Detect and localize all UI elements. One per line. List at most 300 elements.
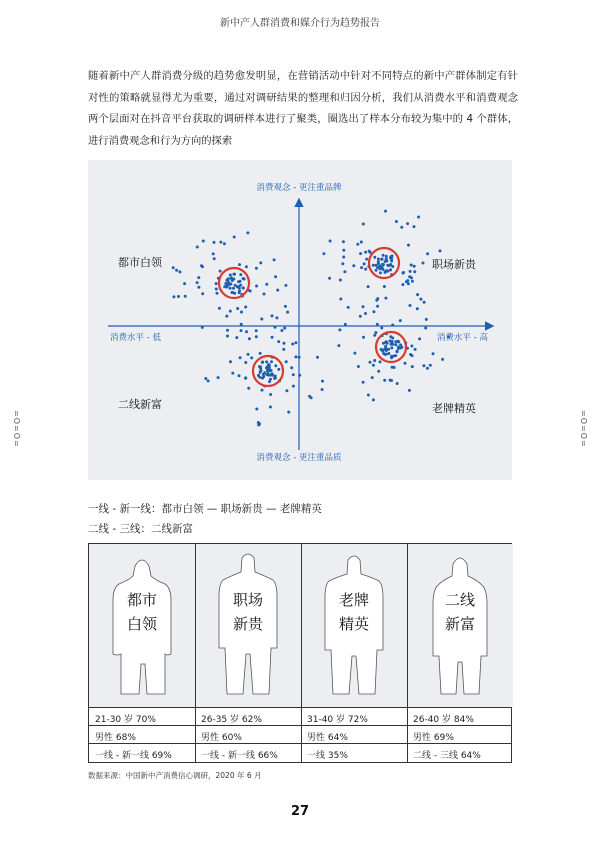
- scatter-point: [247, 387, 250, 390]
- scatter-point: [400, 226, 403, 229]
- scatter-point: [406, 279, 409, 282]
- scatter-point: [395, 220, 398, 223]
- scatter-point: [394, 343, 397, 346]
- persona-name: [89, 588, 195, 636]
- scatter-point: [283, 327, 286, 330]
- scatter-point: [377, 258, 380, 261]
- scatter-point: [399, 319, 402, 322]
- scatter-point: [407, 244, 410, 247]
- scatter-point: [298, 356, 301, 359]
- scatter-point: [231, 291, 234, 294]
- persona-table: [88, 543, 512, 763]
- scatter-point: [229, 274, 232, 277]
- table-divider: [195, 544, 196, 762]
- scatter-point: [236, 307, 239, 310]
- scatter-point: [376, 297, 379, 300]
- city-cell: 一线 35%: [307, 751, 348, 761]
- age-cell: 26-40 岁 84%: [413, 715, 474, 725]
- scatter-point: [229, 310, 232, 313]
- scatter-point: [232, 287, 235, 290]
- scatter-point: [291, 343, 294, 346]
- persona-name-line1: 职场: [232, 591, 263, 609]
- persona-name: [301, 588, 407, 636]
- scatter-point: [381, 266, 384, 269]
- persona-name-line2: 白领: [126, 615, 157, 633]
- scatter-point: [391, 324, 394, 327]
- scatter-point: [248, 337, 251, 340]
- scatter-point: [275, 316, 278, 319]
- scatter-point: [292, 373, 295, 376]
- scatter-point: [364, 312, 367, 315]
- scatter-point: [413, 225, 416, 228]
- cluster-label-top-left: 都市白领: [118, 256, 162, 269]
- scatter-point: [177, 295, 180, 298]
- scatter-point: [197, 286, 200, 289]
- scatter-point: [269, 374, 272, 377]
- persona-figure-area: [301, 544, 407, 707]
- scatter-point: [284, 284, 287, 287]
- scatter-point: [339, 298, 342, 301]
- scatter-point: [383, 379, 386, 382]
- scatter-point: [178, 270, 181, 273]
- scatter-point: [244, 377, 247, 380]
- scatter-point: [408, 389, 411, 392]
- scatter-point: [287, 411, 290, 414]
- left-margin-mark: =O=O=: [12, 410, 21, 448]
- city-cell: 二线 - 三线 64%: [413, 751, 481, 761]
- scatter-point: [410, 264, 413, 267]
- segment-line-tier2: 二线 - 三线：二线新富: [88, 523, 193, 535]
- scatter-point: [416, 293, 419, 296]
- scatter-point: [426, 367, 429, 370]
- scatter-point: [239, 356, 242, 359]
- scatter-point: [232, 273, 235, 276]
- scatter-point: [262, 375, 265, 378]
- scatter-point: [383, 285, 386, 288]
- axis-label-right: 消费水平 - 高: [437, 333, 488, 343]
- table-divider: [407, 544, 408, 762]
- scatter-point: [223, 242, 226, 245]
- axis-label-top: 消费观念 - 更注重品牌: [256, 183, 342, 193]
- scatter-point: [386, 270, 389, 273]
- gender-cell: 男性 69%: [413, 733, 454, 743]
- scatter-point: [391, 366, 394, 369]
- scatter-point: [259, 352, 262, 355]
- scatter-point: [255, 335, 258, 338]
- scatter-point: [359, 315, 362, 318]
- scatter-point: [387, 348, 390, 351]
- scatter-point: [225, 315, 228, 318]
- scatter-point: [226, 284, 229, 287]
- gender-cell: 男性 60%: [201, 733, 242, 743]
- scatter-point: [409, 353, 412, 356]
- scatter-point: [372, 398, 375, 401]
- scatter-point: [441, 358, 444, 361]
- scatter-point: [363, 262, 366, 265]
- page-number: 27: [290, 804, 310, 819]
- scatter-point: [390, 379, 393, 382]
- scatter-point: [244, 306, 247, 309]
- scatter-point: [236, 285, 239, 288]
- scatter-point: [184, 295, 187, 298]
- scatter-point: [226, 335, 229, 338]
- scatter-point: [391, 255, 394, 258]
- scatter-point: [410, 345, 413, 348]
- persona-name-line1: 老牌: [338, 591, 369, 609]
- gender-cell: 男性 64%: [307, 733, 348, 743]
- scatter-point: [416, 307, 419, 310]
- scatter-point: [277, 368, 280, 371]
- scatter-point: [282, 348, 285, 351]
- scatter-point: [352, 264, 355, 267]
- scatter-point: [290, 366, 293, 369]
- scatter-point: [294, 341, 297, 344]
- scatter-point: [285, 360, 288, 363]
- scatter-points: [172, 210, 450, 427]
- table-divider: [89, 725, 511, 726]
- scatter-point: [276, 289, 279, 292]
- scatter-point: [197, 276, 200, 279]
- axis-label-left: 消费水平 - 低: [110, 333, 161, 343]
- scatter-point: [246, 231, 249, 234]
- scatter-point: [231, 372, 234, 375]
- scatter-point: [207, 379, 210, 382]
- scatter-point: [341, 262, 344, 265]
- scatter-point: [268, 367, 271, 370]
- scatter-point: [422, 364, 425, 367]
- scatter-point: [396, 382, 399, 385]
- scatter-point: [201, 326, 204, 329]
- persona-name-line1: 都市: [126, 591, 157, 609]
- scatter-point: [271, 314, 274, 317]
- table-divider: [89, 707, 511, 708]
- scatter-point: [423, 301, 426, 304]
- scatter-point: [239, 273, 242, 276]
- cluster-label-top-right: 职场新贵: [432, 258, 476, 271]
- scatter-point: [240, 323, 243, 326]
- scatter-point: [391, 265, 394, 268]
- scatter-point: [204, 377, 207, 380]
- scatter-point: [202, 240, 205, 243]
- age-cell: 26-35 岁 62%: [201, 715, 262, 725]
- scatter-point: [183, 282, 186, 285]
- scatter-point: [257, 374, 260, 377]
- persona-name: [407, 588, 513, 636]
- scatter-point: [201, 292, 204, 295]
- cluster-chart-panel: [88, 160, 512, 480]
- scatter-point: [397, 340, 400, 343]
- scatter-point: [404, 362, 407, 365]
- scatter-point: [213, 257, 216, 260]
- persona-name-line1: 二线: [444, 591, 475, 609]
- scatter-point: [285, 389, 288, 392]
- scatter-point: [362, 381, 365, 384]
- scatter-point: [329, 240, 332, 243]
- scatter-point: [240, 329, 243, 332]
- scatter-point: [381, 263, 384, 266]
- scatter-point: [362, 223, 365, 226]
- scatter-point: [235, 336, 238, 339]
- scatter-point: [244, 361, 247, 364]
- scatter-point: [310, 396, 313, 399]
- scatter-point: [389, 269, 392, 272]
- scatter-point: [413, 270, 416, 273]
- scatter-point: [172, 266, 175, 269]
- scatter-point: [372, 364, 375, 367]
- scatter-point: [369, 361, 372, 364]
- scatter-point: [321, 380, 324, 383]
- scatter-point: [255, 267, 258, 270]
- scatter-point: [362, 305, 365, 308]
- scatter-point: [294, 355, 297, 358]
- scatter-point: [360, 266, 363, 269]
- scatter-point: [200, 264, 203, 267]
- scatter-point: [292, 385, 295, 388]
- scatter-point: [344, 323, 347, 326]
- scatter-point: [410, 276, 413, 279]
- intro-paragraph: 随着新中产人群消费分级的趋势愈发明显，在营销活动中针对不同特点的新中产群体制定有针对性的策略就显得尤为重要，通过对调研结果的整理和归因分析，我们从消费水平和消费观念两个层面对在抖音平台获取的调研样本进行了聚类，圈选出了样本分布较为集中的 4 个群体，进行消费观念和行为方向的探索: [88, 70, 518, 147]
- scatter-point: [249, 290, 252, 293]
- scatter-point: [273, 258, 276, 261]
- scatter-point: [219, 241, 222, 244]
- scatter-point: [283, 342, 286, 345]
- scatter-point: [387, 352, 390, 355]
- scatter-point: [261, 361, 264, 364]
- scatter-point: [274, 326, 277, 329]
- scatter-point: [245, 330, 248, 333]
- scatter-point: [375, 269, 378, 272]
- scatter-point: [229, 360, 232, 363]
- scatter-point: [316, 356, 319, 359]
- scatter-point: [213, 241, 216, 244]
- scatter-point: [419, 298, 422, 301]
- scatter-point: [365, 258, 368, 261]
- scatter-point: [260, 318, 263, 321]
- scatter-point: [439, 249, 442, 252]
- scatter-point: [373, 334, 376, 337]
- scatter-point: [411, 365, 414, 368]
- scatter-point: [273, 377, 276, 380]
- scatter-point: [219, 270, 222, 273]
- scatter-point: [414, 348, 417, 351]
- scatter-point: [385, 255, 388, 258]
- scatter-point: [229, 287, 232, 290]
- scatter-point: [372, 310, 375, 313]
- segment-line-tier1: 一线 - 新一线：都市白领 — 职场新贵 — 老牌精英: [88, 503, 322, 515]
- city-cell: 一线 - 新一线 66%: [201, 751, 278, 761]
- scatter-point: [402, 271, 405, 274]
- scatter-point: [424, 327, 427, 330]
- scatter-point: [286, 311, 289, 314]
- scatter-point: [218, 307, 221, 310]
- scatter-point: [425, 318, 428, 321]
- scatter-point: [247, 353, 250, 356]
- scatter-point: [232, 278, 235, 281]
- scatter-point: [255, 329, 258, 332]
- scatter-point: [409, 270, 412, 273]
- scatter-point: [227, 277, 230, 280]
- scatter-point: [238, 263, 241, 266]
- scatter-point: [371, 376, 374, 379]
- scatter-point: [337, 344, 340, 347]
- scatter-point: [328, 277, 331, 280]
- scatter-point: [271, 336, 274, 339]
- scatter-point: [380, 326, 383, 329]
- cluster-label-bottom-left: 二线新富: [118, 398, 162, 411]
- scatter-point: [259, 261, 262, 264]
- scatter-point: [233, 236, 236, 239]
- scatter-point: [384, 260, 387, 263]
- scatter-point: [322, 252, 325, 255]
- scatter-point: [362, 336, 365, 339]
- scatter-point: [372, 264, 375, 267]
- persona-name-line2: 精英: [338, 615, 369, 633]
- scatter-point: [269, 393, 272, 396]
- scatter-point: [387, 264, 390, 267]
- scatter-point: [375, 264, 378, 267]
- scatter-point: [382, 254, 385, 257]
- table-divider: [89, 743, 511, 744]
- scatter-point: [409, 304, 412, 307]
- axis-label-bottom: 消费观念 - 更注重品质: [256, 453, 342, 463]
- scatter-point: [364, 268, 367, 271]
- scatter-point: [391, 343, 394, 346]
- scatter-point: [356, 243, 359, 246]
- scatter-point: [284, 305, 287, 308]
- age-cell: 21-30 岁 70%: [95, 715, 156, 725]
- scatter-point: [374, 331, 377, 334]
- scatter-point: [406, 222, 409, 225]
- scatter-point: [385, 353, 388, 356]
- scatter-point: [390, 355, 393, 358]
- scatter-point: [353, 352, 356, 355]
- cluster-chart: [88, 160, 512, 480]
- scatter-point: [394, 340, 397, 343]
- scatter-point: [265, 283, 268, 286]
- scatter-point: [172, 295, 175, 298]
- scatter-point: [263, 371, 266, 374]
- scatter-point: [255, 408, 258, 411]
- scatter-point: [196, 246, 199, 249]
- scatter-point: [267, 363, 270, 366]
- scatter-point: [268, 380, 271, 383]
- scatter-point: [261, 389, 264, 392]
- scatter-point: [338, 328, 341, 331]
- scatter-point: [212, 252, 215, 255]
- scatter-point: [376, 305, 379, 308]
- scatter-point: [367, 394, 370, 397]
- scatter-point: [280, 329, 283, 332]
- scatter-point: [390, 346, 393, 349]
- scatter-point: [377, 260, 380, 263]
- scatter-point: [401, 283, 404, 286]
- persona-column: [407, 544, 513, 762]
- scatter-point: [373, 256, 376, 259]
- scatter-point: [357, 365, 360, 368]
- scatter-point: [270, 360, 273, 363]
- scatter-point: [265, 360, 268, 363]
- scatter-point: [373, 359, 376, 362]
- scatter-point: [240, 311, 243, 314]
- scatter-point: [216, 292, 219, 295]
- persona-column: [195, 544, 301, 762]
- scatter-point: [390, 257, 393, 260]
- scatter-point: [367, 285, 370, 288]
- scatter-point: [384, 345, 387, 348]
- scatter-point: [426, 252, 429, 255]
- scatter-point: [215, 282, 218, 285]
- scatter-point: [274, 364, 277, 367]
- scatter-point: [321, 388, 324, 391]
- scatter-point: [417, 216, 420, 219]
- scatter-point: [418, 337, 421, 340]
- scatter-point: [217, 376, 220, 379]
- scatter-point: [396, 350, 399, 353]
- scatter-point: [342, 256, 345, 259]
- persona-figure-area: [195, 544, 301, 707]
- scatter-point: [379, 271, 382, 274]
- scatter-point: [175, 269, 178, 272]
- scatter-point: [377, 370, 380, 373]
- scatter-point: [422, 262, 425, 265]
- scatter-point: [364, 251, 367, 254]
- scatter-point: [429, 364, 432, 367]
- scatter-point: [342, 249, 345, 252]
- scatter-point: [343, 270, 346, 273]
- scatter-point: [379, 360, 382, 363]
- scatter-point: [400, 346, 403, 349]
- scatter-point: [389, 339, 392, 342]
- scatter-point: [411, 280, 414, 283]
- gender-cell: 男性 68%: [95, 733, 136, 743]
- scatter-point: [238, 374, 241, 377]
- scatter-point: [298, 374, 301, 377]
- scatter-point: [259, 369, 262, 372]
- scatter-point: [238, 289, 241, 292]
- scatter-point: [242, 287, 245, 290]
- scatter-point: [269, 406, 272, 409]
- scatter-point: [342, 240, 345, 243]
- scatter-point: [239, 284, 242, 287]
- scatter-point: [239, 280, 242, 283]
- scatter-point: [215, 288, 218, 291]
- scatter-point: [384, 297, 387, 300]
- scatter-point: [250, 356, 253, 359]
- scatter-point: [245, 265, 248, 268]
- scatter-point: [255, 285, 258, 288]
- scatter-point: [385, 340, 388, 343]
- scatter-point: [384, 270, 387, 273]
- scatter-point: [376, 323, 379, 326]
- scatter-point: [274, 275, 277, 278]
- page-header: 新中产人群消费和媒介行为趋势报告: [220, 18, 380, 29]
- scatter-point: [263, 293, 266, 296]
- scatter-point: [347, 306, 350, 309]
- scatter-point: [229, 283, 232, 286]
- scatter-point: [384, 210, 387, 213]
- scatter-point: [226, 329, 229, 332]
- persona-column: [301, 544, 407, 762]
- persona-figure-area: [407, 544, 513, 707]
- scatter-point: [360, 241, 363, 244]
- persona-name: [195, 588, 301, 636]
- scatter-point: [413, 265, 416, 268]
- table-divider: [301, 544, 302, 762]
- scatter-point: [382, 342, 385, 345]
- cluster-label-bottom-right: 老牌精英: [432, 402, 476, 415]
- scatter-point: [259, 365, 262, 368]
- scatter-point: [432, 352, 435, 355]
